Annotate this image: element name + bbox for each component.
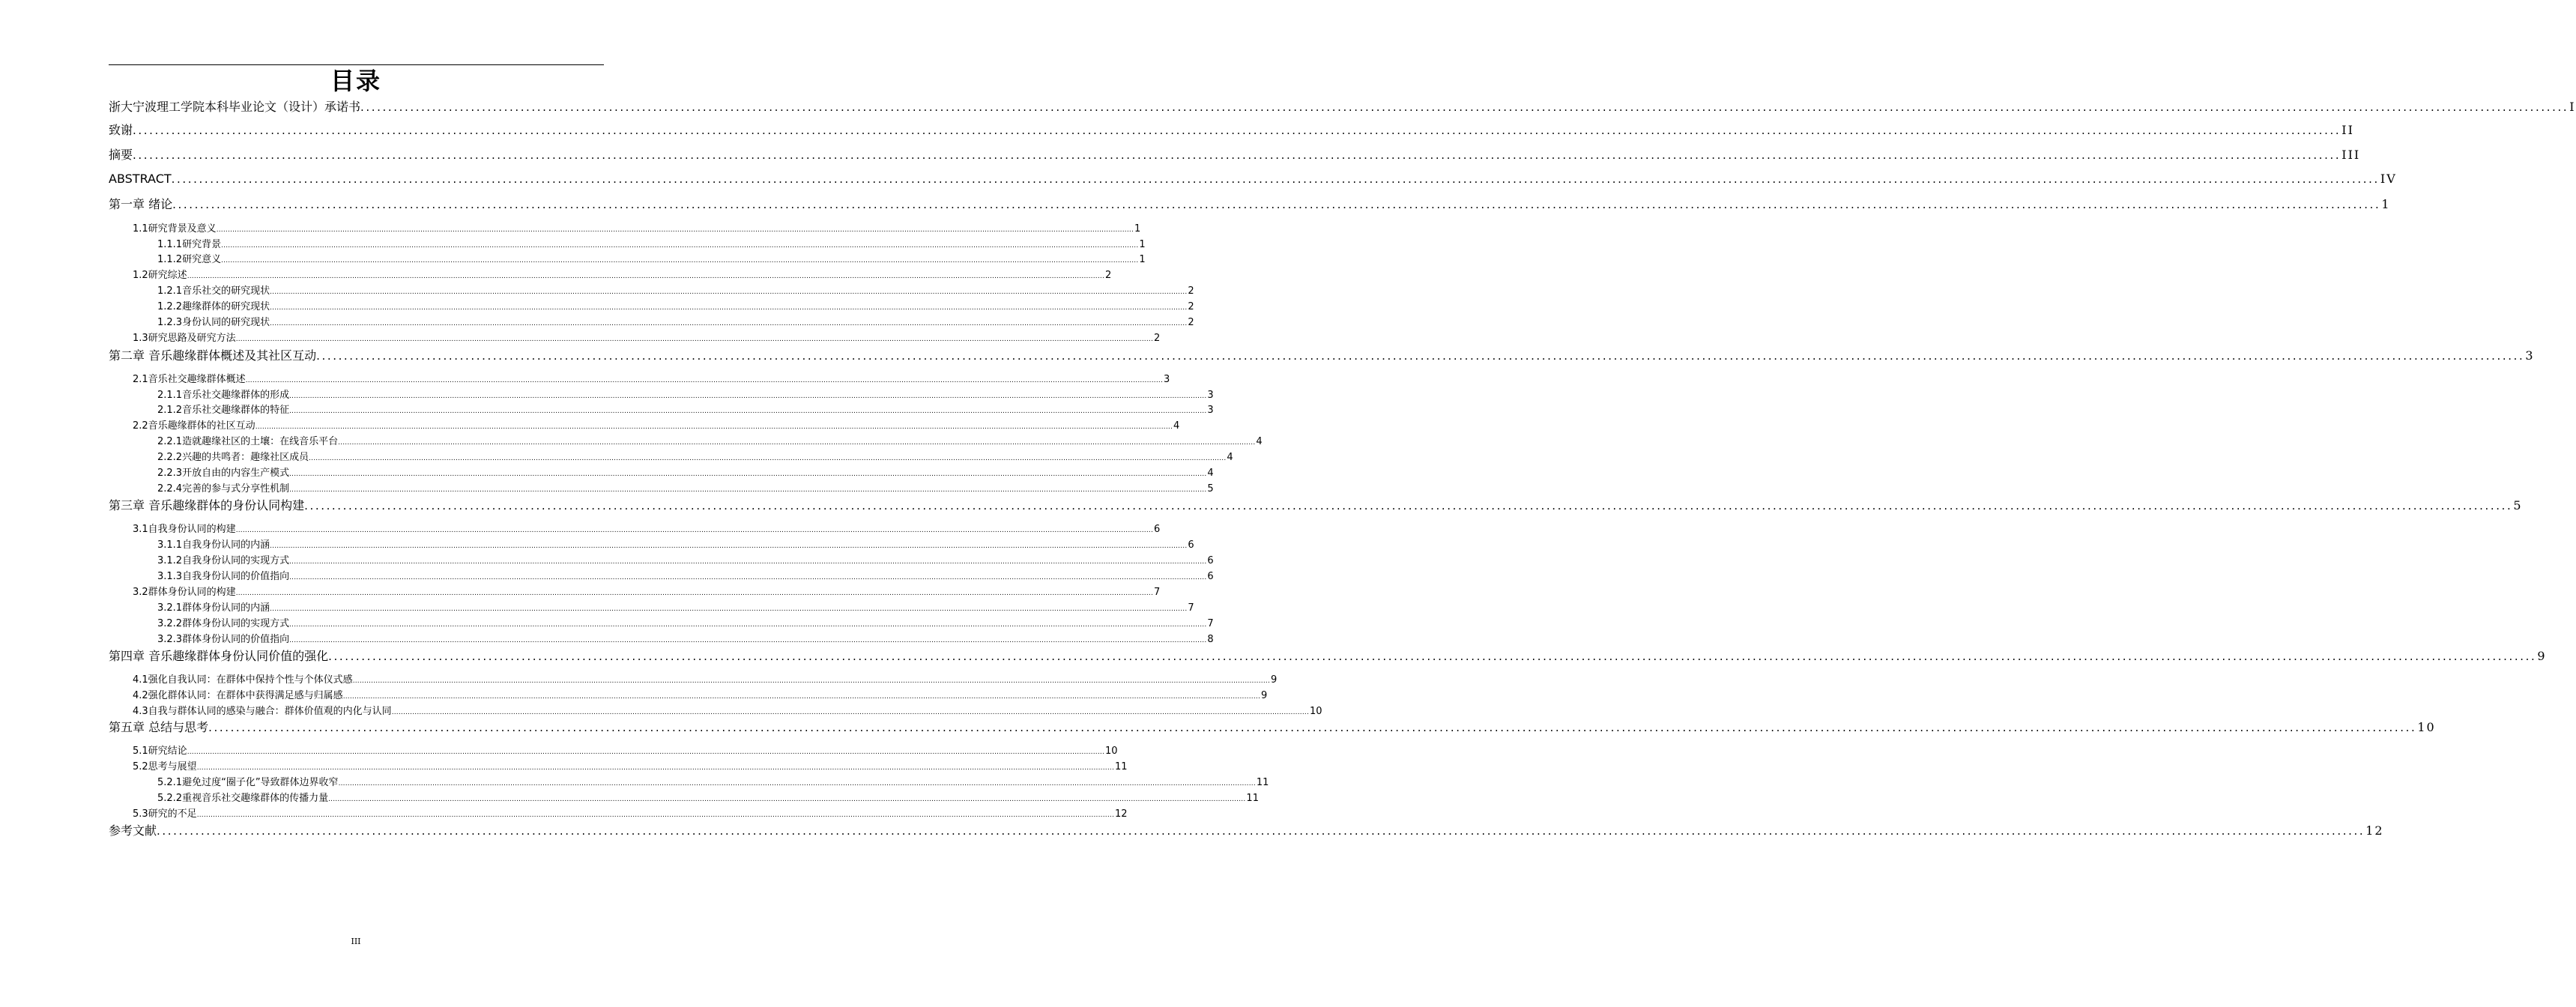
toc-page-number: 7 [1154,587,1161,598]
toc-dot-leader: ................................................................................................................................................................................................................................................................................................................................................................................................................ [270,542,1188,550]
toc-entry-title: 1.3研究思路及研究方法 [133,333,236,344]
toc-subsection-entry[interactable] [157,451,1233,465]
toc-page-number: 2 [1105,270,1112,281]
toc-page-number: 10 [2417,720,2436,734]
toc-entry-title: 浙大宁波理工学院本科毕业论文（设计）承诺书 [109,100,361,114]
toc-dot-leader: ................................................................................................................................................................................................................................................................................................................................................................................................................ [216,226,1134,234]
toc-section-entry[interactable] [133,745,1118,758]
toc-section-entry[interactable] [133,523,1161,536]
toc-subsection-entry[interactable] [157,483,1214,496]
page-title: 目录 [330,67,381,95]
toc-subsection-entry[interactable] [157,633,1214,647]
toc-subsection-entry[interactable] [157,570,1214,584]
toc-dot-leader: ................................................................................................................................................................................................................................................................................................................................................................................................................ [235,336,1154,343]
toc-entry-title: 5.2.2重视音乐社交趣缘群体的传播力量 [157,793,329,804]
toc-dot-leader: ................................................................................................................................................................................................................................................................................................................................................................................................................ [221,242,1139,250]
toc-dot-leader: ................................................................................................................................................................................................................................................................................................................................................................................................................ [208,721,2417,734]
toc-entry-title: 1.2研究综述 [133,270,187,281]
toc-dot-leader: ................................................................................................................................................................................................................................................................................................................................................................................................................ [338,439,1256,447]
toc-dot-leader: ................................................................................................................................................................................................................................................................................................................................................................................................................ [133,148,2341,162]
toc-dot-leader: ................................................................................................................................................................................................................................................................................................................................................................................................................ [360,100,2569,114]
toc-entry-title: 1.2.2趣缘群体的研究现状 [157,301,270,312]
toc-dot-leader: ................................................................................................................................................................................................................................................................................................................................................................................................................ [289,408,1207,415]
toc-entry-title: ABSTRACT [109,172,172,186]
toc-page-number: 8 [1207,634,1214,645]
toc-dot-leader: ................................................................................................................................................................................................................................................................................................................................................................................................................ [157,824,2365,838]
toc-page-number: 12 [1115,808,1128,820]
toc-page-number: 2 [1154,333,1161,344]
toc-chapter-entry[interactable] [109,648,2547,665]
toc-section-entry[interactable] [133,760,1128,774]
toc-entry-title: 第三章 音乐趣缘群体的身份认同构建 [109,498,305,512]
toc-dot-leader: ................................................................................................................................................................................................................................................................................................................................................................................................................ [187,273,1105,280]
toc-dot-leader: ................................................................................................................................................................................................................................................................................................................................................................................................................ [328,650,2537,663]
toc-page-number: 11 [1246,793,1259,804]
toc-page-number: 1 [2381,197,2391,211]
toc-entry-title: 3.1.3自我身份认同的价值指向 [157,571,290,582]
toc-section-entry[interactable] [133,705,1322,719]
toc-dot-leader: ................................................................................................................................................................................................................................................................................................................................................................................................................ [196,811,1115,819]
toc-entry-title: 2.2.1造就趣缘社区的土壤：在线音乐平台 [157,436,339,447]
toc-dot-leader: ................................................................................................................................................................................................................................................................................................................................................................................................................ [187,749,1105,756]
toc-section-entry[interactable] [133,269,1112,282]
toc-page-number: 3 [1207,405,1214,416]
toc-entry-title: 2.1.1音乐社交趣缘群体的形成 [157,390,290,401]
toc-subsection-entry[interactable] [157,467,1214,480]
toc-subsection-entry[interactable] [157,776,1269,790]
toc-page-number: II [2341,123,2354,137]
toc-entry-title: 摘要 [109,148,133,162]
toc-page-number: 5 [2513,498,2523,512]
toc-page-number: 5 [1207,483,1214,495]
toc-section-entry[interactable] [133,420,1180,433]
toc-page-number: 4 [1207,468,1214,479]
toc-dot-leader: ................................................................................................................................................................................................................................................................................................................................................................................................................ [289,486,1207,494]
toc-entry-title: 1.2.1音乐社交的研究现状 [157,285,270,297]
toc-subsection-entry[interactable] [157,389,1214,402]
toc-chapter-entry[interactable] [109,719,2436,736]
toc-entry-title: 3.2.3群体身份认同的价值指向 [157,634,290,645]
toc-entry-title: 5.3研究的不足 [133,808,197,820]
toc-entry-title: 5.1研究结论 [133,746,187,757]
toc-dot-leader: ................................................................................................................................................................................................................................................................................................................................................................................................................ [270,320,1188,327]
toc-chapter-entry[interactable] [109,348,2535,364]
toc-page-number: IV [2380,172,2397,186]
toc-page-number: III [2341,148,2361,162]
toc-subsection-entry[interactable] [157,316,1194,330]
toc-entry-title: 3.1.2自我身份认同的实现方式 [157,555,290,566]
toc-dot-leader: ................................................................................................................................................................................................................................................................................................................................................................................................................ [270,605,1188,613]
toc-chapter-entry[interactable] [109,147,2361,163]
toc-page-number: 4 [1173,420,1180,432]
toc-dot-leader: ................................................................................................................................................................................................................................................................................................................................................................................................................ [289,393,1207,400]
toc-entry-title: 3.1自我身份认同的构建 [133,524,236,535]
toc-dot-leader: ................................................................................................................................................................................................................................................................................................................................................................................................................ [270,304,1188,312]
toc-dot-leader: ................................................................................................................................................................................................................................................................................................................................................................................................................ [328,796,1246,803]
toc-chapter-entry[interactable] [109,498,2523,514]
toc-dot-leader: ................................................................................................................................................................................................................................................................................................................................................................................................................ [235,590,1154,597]
toc-entry-title: 1.1.2研究意义 [157,254,222,265]
toc-dot-leader: ................................................................................................................................................................................................................................................................................................................................................................................................................ [221,257,1139,264]
toc-chapter-entry[interactable] [109,171,2397,187]
page-number-footer: III [351,937,361,946]
toc-subsection-entry[interactable] [157,539,1194,552]
toc-dot-leader: ................................................................................................................................................................................................................................................................................................................................................................................................................ [255,423,1173,431]
toc-dot-leader: ................................................................................................................................................................................................................................................................................................................................................................................................................ [172,198,2381,211]
toc-entry-title: 3.2.2群体身份认同的实现方式 [157,618,290,629]
toc-entry-title: 2.2.3开放自由的内容生产模式 [157,468,290,479]
toc-subsection-entry[interactable] [157,404,1214,417]
toc-subsection-entry[interactable] [157,253,1146,267]
toc-page-number: 12 [2365,823,2384,838]
toc-page-number: I [2569,100,2576,114]
toc-entry-title: 1.2.3身份认同的研究现状 [157,317,270,328]
toc-subsection-entry[interactable] [157,435,1263,449]
toc-entry-title: 第二章 音乐趣缘群体概述及其社区互动 [109,348,317,363]
toc-entry-title: 3.2.1群体身份认同的内涵 [157,602,270,614]
toc-page-number: 7 [1188,602,1194,614]
toc-dot-leader: ................................................................................................................................................................................................................................................................................................................................................................................................................ [391,709,1310,716]
toc-section-entry[interactable] [133,586,1161,599]
toc-page-number: 3 [1164,374,1170,385]
toc-dot-leader: ................................................................................................................................................................................................................................................................................................................................................................................................................ [352,677,1271,685]
toc-entry-title: 2.2.4完善的参与式分享性机制 [157,483,290,495]
toc-entry-title: 5.2思考与展望 [133,761,197,772]
toc-page-number: 11 [1115,761,1128,772]
toc-dot-leader: ................................................................................................................................................................................................................................................................................................................................................................................................................ [289,471,1207,478]
toc-entry-title: 3.1.1自我身份认同的内涵 [157,539,270,551]
toc-page-number: 2 [1188,301,1194,312]
toc-entry-title: 2.1音乐社交趣缘群体概述 [133,374,246,385]
toc-subsection-entry[interactable] [157,285,1194,298]
toc-entry-title: 4.3自我与群体认同的感染与融合：群体价值观的内化与认同 [133,706,392,717]
toc-dot-leader: ................................................................................................................................................................................................................................................................................................................................................................................................................ [304,499,2513,512]
toc-page-number: 9 [1261,690,1268,701]
toc-entry-title: 3.2群体身份认同的构建 [133,587,236,598]
toc-page-number: 10 [1310,706,1322,717]
toc-section-entry[interactable] [133,808,1128,821]
toc-page-number: 2 [1188,317,1194,328]
toc-dot-leader: ................................................................................................................................................................................................................................................................................................................................................................................................................ [309,455,1227,462]
toc-page-number: 3 [2525,348,2535,363]
toc-page-number: 1 [1134,223,1141,235]
toc-page-number: 11 [1256,777,1269,788]
toc-section-entry[interactable] [133,674,1278,687]
toc-dot-leader: ................................................................................................................................................................................................................................................................................................................................................................................................................ [245,377,1164,384]
toc-entry-title: 第一章 绪论 [109,197,173,211]
toc-entry-title: 2.1.2音乐社交趣缘群体的特征 [157,405,290,416]
toc-entry-title: 1.1研究背景及意义 [133,223,217,235]
toc-dot-leader: ................................................................................................................................................................................................................................................................................................................................................................................................................ [338,780,1256,787]
toc-subsection-entry[interactable] [157,792,1259,805]
toc-dot-leader: ................................................................................................................................................................................................................................................................................................................................................................................................................ [289,574,1207,581]
toc-page-number: 10 [1105,746,1118,757]
toc-page-number: 4 [1256,436,1263,447]
toc-page-number: 7 [1207,618,1214,629]
toc-section-entry[interactable] [133,373,1170,387]
toc-page-number: 2 [1188,285,1194,297]
toc-subsection-entry[interactable] [157,300,1194,314]
toc-chapter-entry[interactable] [109,196,2391,213]
toc-entry-title: 参考文献 [109,823,157,838]
toc-entry-title: 5.2.1避免过度“圈子化”导致群体边界收窄 [157,777,339,788]
toc-entry-title: 第四章 音乐趣缘群体身份认同价值的强化 [109,649,329,663]
toc-page-number: 1 [1139,239,1146,250]
toc-entry-title: 第五章 总结与思考 [109,720,209,734]
toc-dot-leader: ................................................................................................................................................................................................................................................................................................................................................................................................................ [235,527,1154,534]
toc-page-number: 9 [1271,674,1278,686]
toc-entry-title: 4.1强化自我认同：在群体中保持个性与个体仪式感 [133,674,353,686]
toc-dot-leader: ................................................................................................................................................................................................................................................................................................................................................................................................................ [289,621,1207,629]
toc-page-number: 6 [1207,555,1214,566]
toc-dot-leader: ................................................................................................................................................................................................................................................................................................................................................................................................................ [171,172,2380,186]
toc-dot-leader: ................................................................................................................................................................................................................................................................................................................................................................................................................ [133,124,2341,137]
toc-entry-title: 1.1.1研究背景 [157,239,222,250]
toc-chapter-entry[interactable] [109,823,2384,839]
toc-section-entry[interactable] [133,223,1141,236]
toc-dot-leader: ................................................................................................................................................................................................................................................................................................................................................................................................................ [270,288,1188,296]
toc-subsection-entry[interactable] [157,602,1194,615]
toc-dot-leader: ................................................................................................................................................................................................................................................................................................................................................................................................................ [196,764,1115,772]
toc-page-number: 4 [1227,452,1233,463]
toc-subsection-entry[interactable] [157,617,1214,631]
toc-page-number: 6 [1188,539,1194,551]
toc-page-number: 6 [1207,571,1214,582]
toc-page-number: 9 [2537,649,2547,663]
toc-dot-leader: ................................................................................................................................................................................................................................................................................................................................................................................................................ [342,693,1261,701]
toc-entry-title: 2.2.2兴趣的共鸣者：趣缘社区成员 [157,452,309,463]
toc-subsection-entry[interactable] [157,554,1214,568]
toc-page-number: 1 [1139,254,1146,265]
toc-entry-title: 4.2强化群体认同：在群体中获得满足感与归属感 [133,690,343,701]
toc-dot-leader: ................................................................................................................................................................................................................................................................................................................................................................................................................ [316,349,2525,363]
toc-dot-leader: ................................................................................................................................................................................................................................................................................................................................................................................................................ [289,637,1207,644]
toc-page-number: 6 [1154,524,1161,535]
toc-chapter-entry[interactable] [109,99,2576,115]
toc-entry-title: 致谢 [109,123,133,137]
toc-dot-leader: ................................................................................................................................................................................................................................................................................................................................................................................................................ [289,558,1207,566]
toc-entry-title: 2.2音乐趣缘群体的社区互动 [133,420,256,432]
toc-subsection-entry[interactable] [157,238,1146,252]
toc-section-entry[interactable] [133,332,1161,345]
toc-chapter-entry[interactable] [109,122,2354,139]
toc-page-number: 3 [1207,390,1214,401]
toc-section-entry[interactable] [133,689,1268,703]
